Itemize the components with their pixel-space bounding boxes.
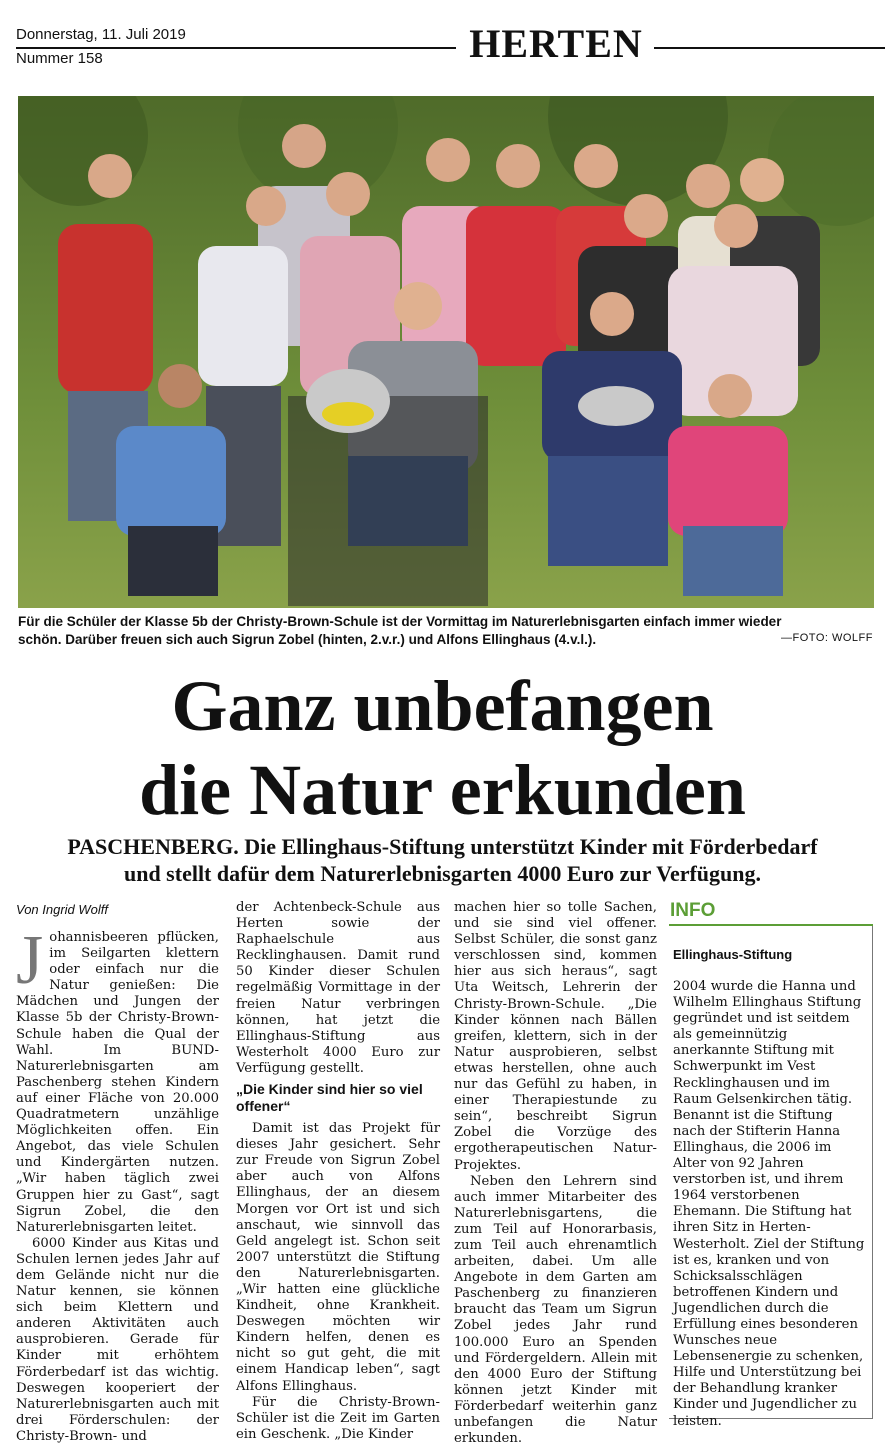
paragraph-text: ohannisbeeren pflücken, im Seilgarten klettern oder einfach nur die Natur genießen: Die Mädchen und Jungen der Klasse 5b der Christy-Brown-Schule haben die Qual der Wahl. Im BUND-Naturerlebnisgarten am Paschenberg stehen Kindern auf einer Fläche von 20.000 Quadratmetern unzählige Möglichkeiten offen. Ein Angebot, das viele Schulen und Kindergärten nutzen. „Wir haben täglich zwei Gruppen hier zu Gast“, sagt Sigrun Zobel, die den Naturerlebnisgarten leitet. [16,930,219,1235]
info-box-body: 2004 wurde die Hanna und Wilhelm Ellinghaus Stiftung gegründet und ist seitdem als gemeinnützig anerkannte Stiftung mit Schwerpunkt im Vest Recklinghausen und im Raum Gelsenkirchen tätig. Benannt ist die Stiftung nach der Stifterin Hanna Ellinghaus, die 2006 im Alter von 92 Jahren verstorben ist, und ihrem 1964 verstorbenen Ehemann. Die Stiftung hat ihren Sitz in Herten-Westerholt. Ziel der Stiftung ist es, kranken und von Schicksalsschlägen betroffenen Kindern und Jugendlichen durch die Erfüllung eines besonderen Wunsches neue Lebensenergie zu schenken, Hilfe und Unterstützung bei der Behandlung kranker Kinder und Jugendlicher zu leisten. [673,979,865,1429]
masthead-rule-left [16,47,456,49]
byline: Von Ingrid Wolff [16,902,109,917]
article-column-2 [236,900,440,1443]
teaser-line-2: und stellt dafür dem Naturerlebnisgarten 4000 Euro zur Verfügung. [123,861,762,886]
group-photo [18,96,874,608]
masthead-rule-right [654,47,885,49]
teaser-line-1: PASCHENBERG. Die Ellinghaus-Stiftung unterstützt Kinder mit Förderbedarf [67,834,818,859]
info-box-title: INFO [670,900,716,921]
article-subhead: „Die Kinder sind hier so viel offener“ [236,1081,423,1115]
info-box-heading: Ellinghaus-Stiftung [673,947,793,962]
article-column-1 [16,922,219,1445]
article-paragraph: machen hier so tolle Sachen, und sie sind viel offener. Selbst Schüler, die sonst ganz verschlossen sind, kommen hier aus sich heraus“, sagt Uta Weitsch, Lehrerin der Christy-Brown-Schule. „Die Kinder können nach Bällen greifen, klettern, sich in der Natur ausprobieren, selbst etwas herstellen, ohne auch nur das Gefühl zu haben, in einer Therapiestunde zu sein“, beschreibt Sigrun Zobel die Vorzüge des ergotherapeutischen Natur-Projektes. [454,900,657,1173]
headline-line-2: die Natur erkunden [139,750,746,830]
headline [0,664,885,832]
group-photo-illustration [18,96,874,608]
dropcap: J [16,922,44,999]
article-paragraph: Für die Christy-Brown-Schüler ist die Zeit im Garten ein Geschenk. „Die Kinder [236,1394,440,1442]
teaser [0,833,885,887]
headline-line-1: Ganz unbefangen [171,666,714,746]
article-paragraph: der Achtenbeck-Schule aus Herten sowie der Raphaelschule aus Recklinghausen. Damit rund 50 Kinder dieser Schulen regelmäßig Vormittage in der freien Natur verbringen können, hat jetzt die Ellinghaus-Stiftung aus Westerholt 4000 Euro zur Verfügung gestellt. [236,900,440,1076]
photo-credit: —FOTO: WOLFF [781,632,873,644]
issue-date: Donnerstag, 11. Juli 2019 [16,26,186,43]
article-paragraph [16,922,219,1236]
article-paragraph: Neben den Lehrern sind auch immer Mitarbeiter des Naturerlebnisgartens, die zum Teil auf Honorarbasis, zum Teil auch ehrenamtlich arbeiten, dabei. Um alle Angebote in dem Garten am Paschenberg zu finanzieren braucht das Team um Sigrun Zobel jedes Jahr rund 100.000 Euro an Spenden und Fördergeldern. Allein mit den 4000 Euro der Stiftung können jetzt Kinder mit Förderbedarf weiterhin ganz unbefangen die Natur erkunden. [454,1173,657,1447]
photo-caption-line-1: Für die Schüler der Klasse 5b der Christy-Brown-Schule ist der Vormittag im Naturerlebnisgarten einfach immer wieder [18,614,782,629]
article-column-3 [454,900,657,1447]
article-paragraph: Damit ist das Projekt für dieses Jahr gesichert. Sehr zur Freude von Sigrun Zobel aber auch von Alfons Ellinghaus, der an diesem Morgen vor Ort ist und sich anschaut, wie sinnvoll das Geld angelegt ist. Schon seit 2007 unterstützt die Stiftung den Naturerlebnisgarten. „Wir hatten eine glückliche Kindheit, ohne Krankheit. Deswegen möchten wir Kindern helfen, denen es nicht so gut geht, die mit einem Handicap leben“, sagt Alfons Ellinghaus. [236,1121,440,1394]
article-paragraph: 6000 Kinder aus Kitas und Schulen lernen jedes Jahr auf dem Gelände nicht nur die Natur kennen, sie können sich beim Klettern und anderen Aktivitäten auch ausprobieren. Gerade für Kinder mit erhöhtem Förderbedarf ist das wichtig. Deswegen kooperiert der Naturerlebnisgarten auch mit drei Förderschulen: der Christy-Brown- und [16,1235,219,1444]
photo-caption [18,613,874,649]
photo-caption-line-2: schön. Darüber freuen sich auch Sigrun Zobel (hinten, 2.v.r.) und Alfons Ellinghaus (4.v.l.). [18,632,597,647]
section-title: HERTEN [469,21,643,66]
issue-number: Nummer 158 [16,50,103,67]
